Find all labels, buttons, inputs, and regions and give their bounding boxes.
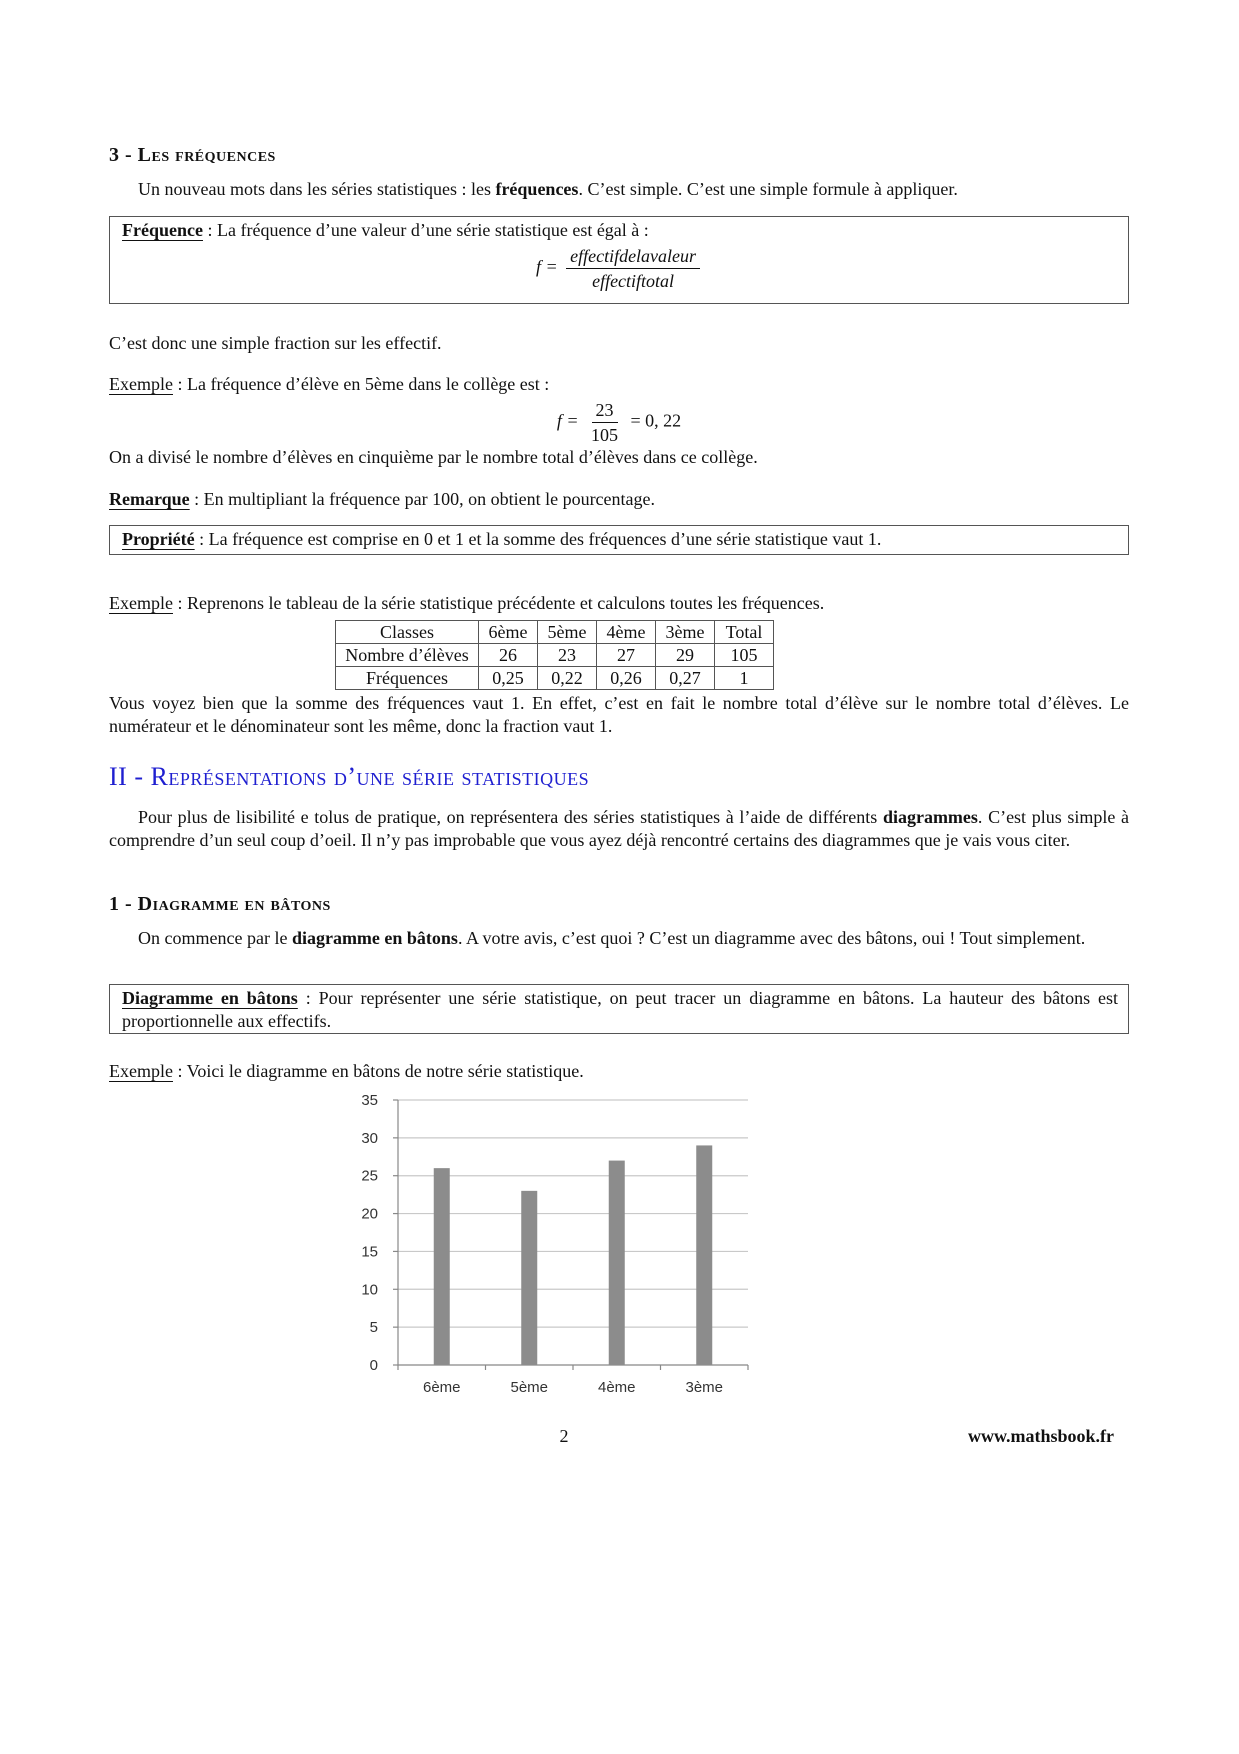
formula-fraction [566, 246, 700, 291]
bar-4ème [609, 1161, 625, 1365]
intro-paragraph [109, 178, 1129, 201]
definition-box-batons [109, 984, 1129, 1034]
page-number: 2 [559, 1426, 569, 1446]
site-url: www.mathsbook.fr [967, 1426, 1114, 1446]
text-run: On commence par le [138, 928, 292, 948]
example-3 [109, 1060, 1129, 1083]
table-cell: 23 [538, 644, 597, 667]
formula-denominator: effectiftotal [592, 271, 675, 291]
remarque-label: Remarque [109, 489, 190, 509]
example-label: Exemple [109, 593, 173, 613]
y-tick-label: 35 [361, 1092, 378, 1109]
bar-chart [361, 1090, 860, 1410]
definition-text: : Pour représenter une série statistique, on peut tracer un diagramme en bâtons. La hauteur des bâtons est proportionnelle aux effectifs. [122, 988, 1118, 1031]
table-row [336, 667, 774, 690]
fraction-paragraph: C’est donc une simple fraction sur les effectif. [109, 333, 442, 353]
definition-term: Diagramme en bâtons [122, 988, 298, 1008]
table-cell: 0,26 [597, 667, 656, 690]
example-1 [109, 373, 1129, 396]
example-text: : La fréquence d’élève en 5ème dans le collège est : [172, 374, 550, 394]
formula-fraction [587, 400, 622, 445]
y-tick-label: 20 [361, 1205, 378, 1223]
y-tick-label: 15 [361, 1243, 378, 1261]
y-tick-label: 25 [361, 1167, 378, 1185]
y-tick-label: 0 [369, 1357, 378, 1374]
formula-numerator: effectifdelavaleur [566, 246, 700, 269]
table-cell: Total [715, 621, 774, 644]
example-explanation: On a divisé le nombre d’élèves en cinquième par le nombre total d’élèves dans ce collège. [109, 447, 758, 467]
x-tick-label: 5ème [510, 1379, 549, 1396]
table-cell: 5ème [538, 621, 597, 644]
table-cell: Fréquences [336, 667, 479, 690]
example-label: Exemple [109, 1061, 173, 1081]
example-2 [109, 592, 1129, 615]
table-cell: 105 [715, 644, 774, 667]
frequency-table [335, 620, 774, 690]
chart-y-ticks [361, 1092, 378, 1374]
table-cell: 29 [656, 644, 715, 667]
example-label: Exemple [109, 374, 173, 394]
batons-intro [109, 927, 1129, 950]
example-text: : Voici le diagramme en bâtons de notre série statistique. [172, 1061, 584, 1081]
chart-bars [434, 1145, 713, 1365]
table-cell: Nombre d’élèves [336, 644, 479, 667]
section-heading-frequences [109, 144, 276, 167]
property-label: Propriété [122, 529, 195, 549]
table-cell: 3ème [656, 621, 715, 644]
y-tick-label: 5 [369, 1319, 378, 1337]
text-run: . A votre avis, c’est quoi ? C’est un diagramme avec des bâtons, oui ! Tout simplement. [457, 928, 1086, 948]
chapter-number: II - [109, 762, 144, 791]
frequency-formula [122, 246, 1118, 291]
formula-result: = 0, 22 [630, 410, 682, 431]
x-tick-label: 4ème [597, 1379, 636, 1396]
y-tick-label: 10 [361, 1281, 378, 1299]
formula-denominator: 105 [591, 425, 618, 445]
formula-numerator: 23 [592, 400, 618, 423]
formula-f: f = [556, 410, 579, 431]
remarque-text: : En multipliant la fréquence par 100, on obtient le pourcentage. [189, 489, 656, 509]
representations-intro [109, 806, 1129, 852]
table-cell: 4ème [597, 621, 656, 644]
text-run: Pour plus de lisibilité e tolus de pratique, on représentera des séries statistiques à l’aide de différents [138, 807, 883, 827]
bar-6ème [434, 1168, 450, 1365]
text-run: . C’est simple. C’est une simple formule à appliquer. [578, 179, 958, 199]
section-title: Les fréquences [137, 144, 276, 166]
section-title: Diagramme en bâtons [137, 893, 331, 915]
x-tick-label: 3ème [685, 1379, 724, 1396]
table-cell: 0,25 [479, 667, 538, 690]
table-cell: 6ème [479, 621, 538, 644]
table-cell: 27 [597, 644, 656, 667]
formula-f: f = [535, 256, 558, 277]
text-run: Un nouveau mots dans les séries statistiques : les [138, 179, 496, 199]
bold-term: diagramme en bâtons [291, 928, 458, 948]
table-cell: 26 [479, 644, 538, 667]
x-tick-label: 6ème [422, 1379, 461, 1396]
bar-3ème [696, 1145, 712, 1365]
bold-term: diagrammes [882, 807, 978, 827]
section-number: 3 - [109, 144, 133, 166]
table-cell: 1 [715, 667, 774, 690]
chart-x-ticks [423, 1379, 723, 1396]
table-row [336, 644, 774, 667]
definition-text: : La fréquence d’une valeur d’une série statistique est égal à : [202, 220, 649, 240]
example-text: : Reprenons le tableau de la série statistique précédente et calculons toutes les fréquences. [172, 593, 825, 613]
section-number: 1 - [109, 893, 133, 915]
chapter-title: Représentations d’une série statistiques [150, 762, 590, 791]
bold-term: fréquences [495, 179, 579, 199]
table-row [336, 621, 774, 644]
property-box [109, 525, 1129, 555]
table-cell: 0,22 [538, 667, 597, 690]
definition-box-frequence [109, 216, 1129, 304]
sum-paragraph: Vous voyez bien que la somme des fréquences vaut 1. En effet, c’est en fait le nombre total d’élève sur le nombre total d’élèves. Le numérateur et le dénominateur sont les même, donc la fraction vaut 1. [109, 693, 1129, 736]
chapter-heading-representations [109, 762, 589, 792]
remarque [109, 488, 1129, 511]
table-cell: Classes [336, 621, 479, 644]
property-text: : La fréquence est comprise en 0 et 1 et la somme des fréquences d’une série statistique vaut 1. [194, 529, 882, 549]
example-formula [109, 400, 1129, 445]
definition-term: Fréquence [122, 220, 203, 240]
text-run: . C’est plus simple à comprendre d’un seul coup d’oeil. Il n’y pas improbable que vous ayez déjà rencontré certains des diagrammes que je vais vous citer. [109, 807, 1129, 850]
y-tick-label: 30 [361, 1129, 378, 1147]
table-cell: 0,27 [656, 667, 715, 690]
section-heading-batons [109, 893, 331, 916]
bar-5ème [521, 1191, 537, 1365]
